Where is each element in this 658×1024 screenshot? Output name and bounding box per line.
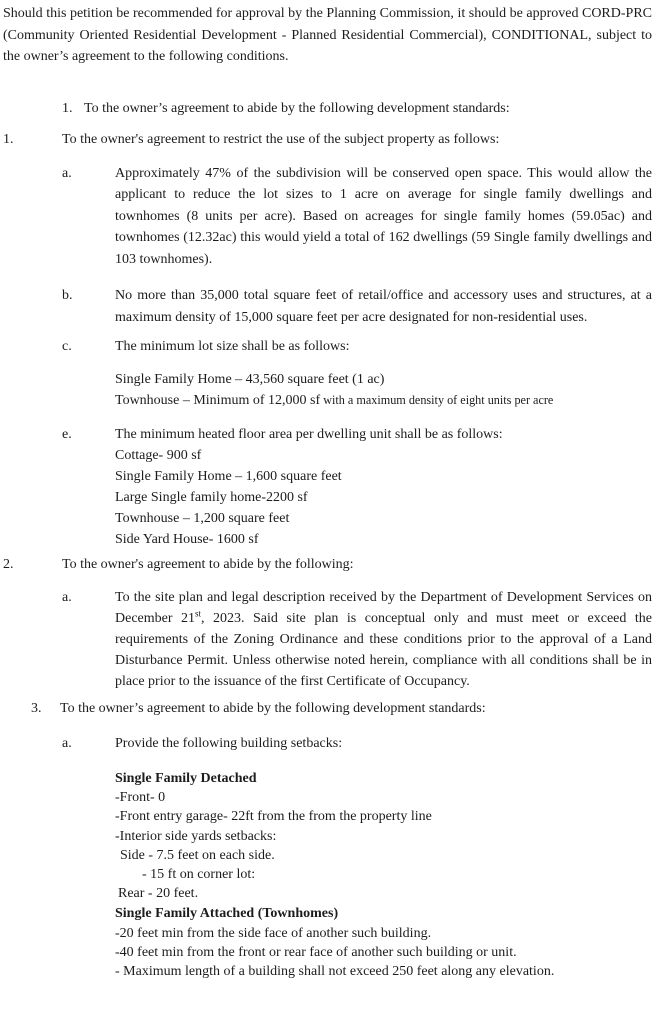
- lot-size-townhouse: Townhouse – Minimum of 12,000 sf with a maximum density of eight units per acre: [115, 393, 554, 408]
- condition-2a: [3, 587, 652, 692]
- list-item-text: To the owner’s agreement to abide by the following development standards:: [60, 701, 486, 716]
- setbacks-single-family-attached: [115, 904, 652, 981]
- setback-interior-side-yards: -Interior side yards setbacks:: [115, 828, 277, 844]
- condition-1a: [3, 163, 652, 271]
- setbacks-detached-heading: Single Family Detached: [115, 771, 257, 786]
- setback-attached-front-rear-face: -40 feet min from the front or rear face of another such building or unit.: [115, 944, 517, 960]
- list-marker: 2.: [3, 556, 14, 572]
- list-marker: a.: [62, 590, 72, 605]
- list-item-text: Approximately 47% of the subdivision will be conserved open space. This would allow the applicant to reduce the lot sizes to 1 acre on average for single family dwellings and townhomes (8 units per acre). Based on acreages for single family homes (59.05ac) and townhomes (12.32ac) this would yield a total of 162 dwellings (59 Single family dwellings and 103 townhomes).: [115, 165, 652, 267]
- condition-3: [3, 698, 652, 720]
- condition-1b: [3, 285, 652, 328]
- list-marker: 3.: [31, 701, 42, 716]
- setbacks-attached-heading: Single Family Attached (Townhomes): [115, 906, 339, 922]
- floor-area-cottage: Cottage- 900 sf: [115, 447, 202, 463]
- lot-size-townhouse-note: with a maximum density of eight units per acre: [320, 393, 554, 407]
- list-marker: 1.: [3, 132, 14, 147]
- setback-attached-max-length: - Maximum length of a building shall not exceed 250 feet along any elevation.: [115, 964, 555, 980]
- condition-2: [3, 554, 652, 576]
- intro-paragraph: Should this petition be recommended for approval by the Planning Commission, it should be approved CORD-PRC (Community Oriented Residential Development - Planned Residential Commercial), CONDITIONAL, subject to the owner’s agreement to the following conditions.: [3, 6, 652, 64]
- floor-area-lines: [115, 424, 652, 550]
- document-page: [3, 3, 652, 981]
- ordinal-superscript: st: [195, 608, 202, 619]
- condition-1c: [3, 336, 652, 358]
- list-item-text: No more than 35,000 total square feet of retail/office and accessory uses and structures, at a maximum density of 15,000 square feet per acre designated for non-residential uses.: [115, 288, 652, 325]
- setback-attached-side-face: -20 feet min from the side face of another such building.: [115, 925, 432, 941]
- list-marker: e.: [62, 426, 72, 442]
- list-marker: 1.: [62, 100, 73, 116]
- floor-area-side-yard: Side Yard House- 1600 sf: [115, 531, 259, 547]
- setback-rear: Rear - 20 feet.: [118, 886, 199, 902]
- list-item-text: To the owner's agreement to abide by the following:: [62, 556, 354, 572]
- floor-area-large-single-family: Large Single family home-2200 sf: [115, 489, 308, 505]
- condition-3a: [3, 733, 652, 755]
- setback-front: -Front- 0: [115, 790, 166, 806]
- floor-area-single-family: Single Family Home – 1,600 square feet: [115, 468, 342, 484]
- setback-front-entry-garage: -Front entry garage- 22ft from the from the property line: [115, 809, 432, 825]
- preamble-list-item: [3, 98, 652, 120]
- lot-size-single-family: Single Family Home – 43,560 square feet (1 ac): [115, 371, 385, 387]
- setbacks-single-family-detached: [115, 769, 652, 903]
- list-item-text: The minimum lot size shall be as follows:: [115, 339, 350, 354]
- list-marker: a.: [62, 735, 72, 751]
- lot-size-lines: [115, 369, 652, 412]
- list-marker: b.: [62, 288, 73, 303]
- floor-area-townhouse: Townhouse – 1,200 square feet: [115, 510, 290, 526]
- setback-corner-lot: - 15 ft on corner lot:: [142, 867, 256, 883]
- condition-1e: [3, 424, 652, 550]
- list-marker: a.: [62, 165, 72, 181]
- list-item-text: To the site plan and legal description received by the Department of Development Services on December 21st, 2023. Said site plan is conceptual only and must meet or exceed the requirements of the Zoning Ordinance and these conditions prior to the approval of a Land Disturbance Permit. Unless otherwise noted herein, compliance with all conditions shall be in place prior to the issuance of the first Certificate of Occupancy.: [115, 590, 652, 689]
- list-item-text: To the owner’s agreement to abide by the following development standards:: [84, 100, 510, 116]
- list-item-text: To the owner's agreement to restrict the use of the subject property as follows:: [62, 132, 500, 147]
- list-marker: c.: [62, 339, 72, 354]
- floor-area-intro: The minimum heated floor area per dwelling unit shall be as follows:: [115, 426, 503, 442]
- condition-1: [3, 129, 652, 151]
- list-item-text: Provide the following building setbacks:: [115, 735, 343, 751]
- setback-side: Side - 7.5 feet on each side.: [120, 847, 275, 863]
